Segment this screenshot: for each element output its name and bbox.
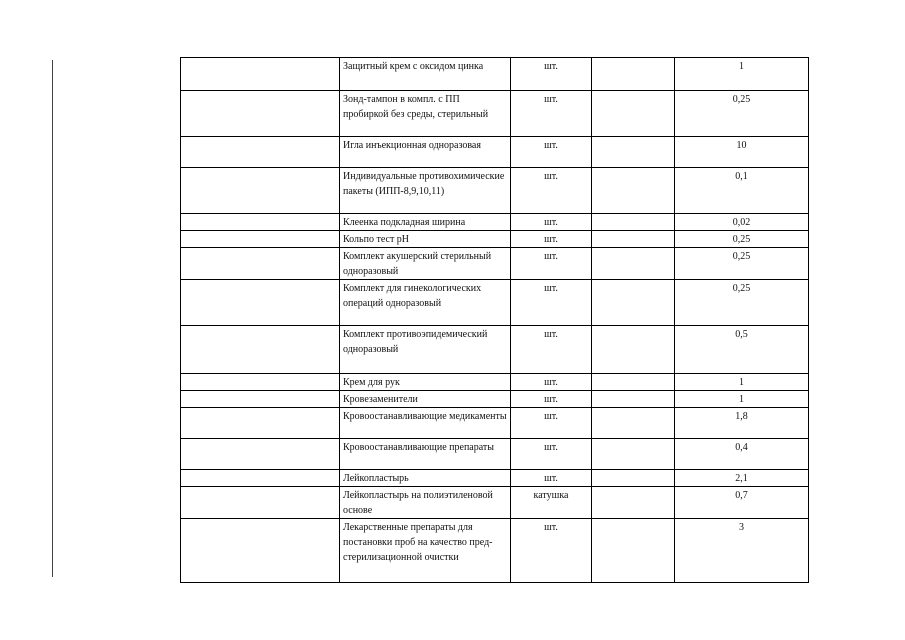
quantity-cell: 0,25: [675, 91, 809, 137]
empty-cell: [592, 214, 675, 231]
unit-cell: шт.: [511, 470, 592, 487]
row-number-cell: [181, 519, 340, 583]
empty-cell: [592, 231, 675, 248]
row-number-cell: [181, 58, 340, 91]
table-row: [181, 470, 809, 487]
item-name-cell: Комплект для гинекологических операций одноразовый: [340, 280, 511, 326]
quantity-cell: 0,25: [675, 280, 809, 326]
row-number-cell: [181, 408, 340, 439]
table-row: [181, 374, 809, 391]
item-name-cell: Комплект акушерский стерильный одноразовый: [340, 248, 511, 280]
empty-cell: [592, 391, 675, 408]
row-number-cell: [181, 137, 340, 168]
item-name-cell: Кровезаменители: [340, 391, 511, 408]
table-row: [181, 91, 809, 137]
unit-cell: шт.: [511, 374, 592, 391]
quantity-cell: 0,4: [675, 439, 809, 470]
unit-cell: шт.: [511, 91, 592, 137]
item-name-cell: Клеенка подкладная ширина: [340, 214, 511, 231]
item-name-cell: Лекарственные препараты для постановки проб на качество пред-стерилизационной очистки: [340, 519, 511, 583]
unit-cell: шт.: [511, 214, 592, 231]
unit-cell: шт.: [511, 231, 592, 248]
empty-cell: [592, 91, 675, 137]
table-row: [181, 280, 809, 326]
row-number-cell: [181, 280, 340, 326]
item-name-cell: Лейкопластырь: [340, 470, 511, 487]
quantity-cell: 0,1: [675, 168, 809, 214]
row-number-cell: [181, 470, 340, 487]
row-number-cell: [181, 391, 340, 408]
table-row: [181, 391, 809, 408]
empty-cell: [592, 408, 675, 439]
row-number-cell: [181, 439, 340, 470]
quantity-cell: 0,7: [675, 487, 809, 519]
supplies-table-body: [181, 58, 809, 583]
empty-cell: [592, 374, 675, 391]
row-number-cell: [181, 214, 340, 231]
empty-cell: [592, 439, 675, 470]
row-number-cell: [181, 326, 340, 374]
quantity-cell: 1,8: [675, 408, 809, 439]
table-row: [181, 58, 809, 91]
row-number-cell: [181, 231, 340, 248]
empty-cell: [592, 326, 675, 374]
item-name-cell: Защитный крем с оксидом цинка: [340, 58, 511, 91]
quantity-cell: 0,25: [675, 248, 809, 280]
row-number-cell: [181, 248, 340, 280]
unit-cell: шт.: [511, 168, 592, 214]
table-row: [181, 408, 809, 439]
item-name-cell: Лейкопластырь на полиэтиленовой основе: [340, 487, 511, 519]
unit-cell: шт.: [511, 326, 592, 374]
empty-cell: [592, 470, 675, 487]
row-number-cell: [181, 487, 340, 519]
table-row: [181, 137, 809, 168]
table-row: [181, 214, 809, 231]
page-margin-line: [52, 60, 53, 577]
table-row: [181, 519, 809, 583]
item-name-cell: Кровоостанавливающие препараты: [340, 439, 511, 470]
quantity-cell: 10: [675, 137, 809, 168]
item-name-cell: Кровоостанавливающие медикаменты: [340, 408, 511, 439]
empty-cell: [592, 248, 675, 280]
empty-cell: [592, 168, 675, 214]
quantity-cell: 0,02: [675, 214, 809, 231]
unit-cell: шт.: [511, 58, 592, 91]
row-number-cell: [181, 374, 340, 391]
item-name-cell: Игла инъекционная одноразовая: [340, 137, 511, 168]
item-name-cell: Крем для рук: [340, 374, 511, 391]
quantity-cell: 0,5: [675, 326, 809, 374]
unit-cell: шт.: [511, 391, 592, 408]
table-row: [181, 248, 809, 280]
table-row: [181, 231, 809, 248]
table-row: [181, 487, 809, 519]
table-row: [181, 439, 809, 470]
unit-cell: шт.: [511, 137, 592, 168]
table-row: [181, 168, 809, 214]
quantity-cell: 2,1: [675, 470, 809, 487]
row-number-cell: [181, 168, 340, 214]
empty-cell: [592, 280, 675, 326]
unit-cell: шт.: [511, 519, 592, 583]
unit-cell: шт.: [511, 439, 592, 470]
unit-cell: шт.: [511, 280, 592, 326]
quantity-cell: 1: [675, 391, 809, 408]
quantity-cell: 3: [675, 519, 809, 583]
unit-cell: шт.: [511, 408, 592, 439]
quantity-cell: 1: [675, 374, 809, 391]
empty-cell: [592, 58, 675, 91]
unit-cell: шт.: [511, 248, 592, 280]
empty-cell: [592, 137, 675, 168]
quantity-cell: 1: [675, 58, 809, 91]
row-number-cell: [181, 91, 340, 137]
item-name-cell: Кольпо тест pH: [340, 231, 511, 248]
unit-cell: катушка: [511, 487, 592, 519]
quantity-cell: 0,25: [675, 231, 809, 248]
empty-cell: [592, 487, 675, 519]
item-name-cell: Индивидуальные противохимические пакеты (ИПП-8,9,10,11): [340, 168, 511, 214]
item-name-cell: Зонд-тампон в компл. с ПП пробиркой без среды, стерильный: [340, 91, 511, 137]
item-name-cell: Комплект противоэпидемический одноразовый: [340, 326, 511, 374]
table-row: [181, 326, 809, 374]
empty-cell: [592, 519, 675, 583]
supplies-table: [180, 57, 809, 583]
